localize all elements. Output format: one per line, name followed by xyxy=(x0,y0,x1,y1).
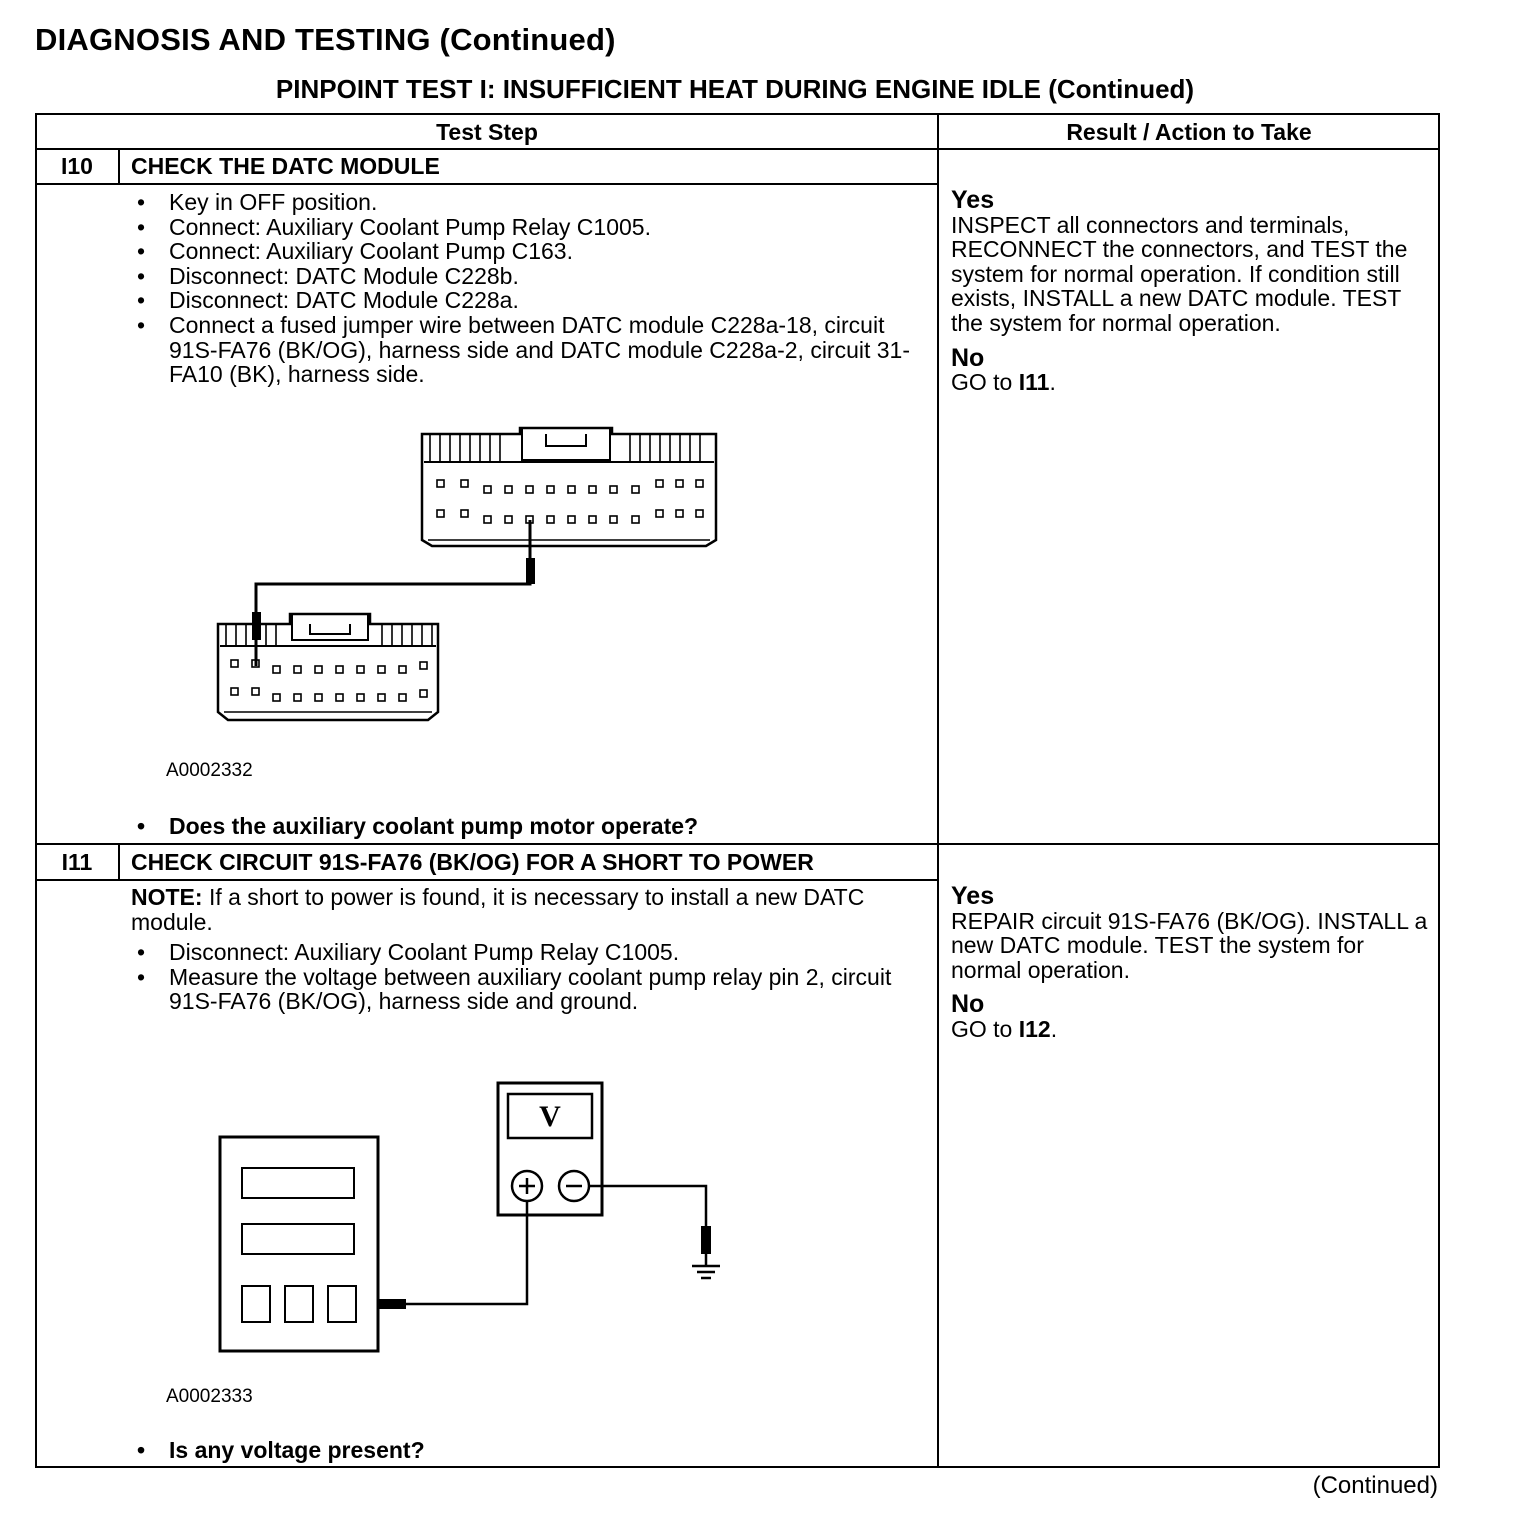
no-action: GO to I11. xyxy=(951,369,1056,396)
list-item: • Connect: Auxiliary Coolant Pump C163. xyxy=(131,239,921,264)
no-action: GO to I12. xyxy=(951,1015,1058,1042)
yes-action: REPAIR circuit 91S-FA76 (BK/OG). INSTALL a new DATC module. TEST the system for normal operation. xyxy=(951,907,1428,983)
list-item: • Does the auxiliary coolant pump motor operate? xyxy=(131,814,921,839)
list-item: • Disconnect: Auxiliary Coolant Pump Relay C1005. xyxy=(131,940,921,965)
step-id: I10 xyxy=(61,153,93,179)
step-heading: CHECK THE DATC MODULE xyxy=(131,153,440,179)
yes-label: Yes xyxy=(951,882,995,910)
page-title: DIAGNOSIS AND TESTING (Continued) xyxy=(35,22,616,57)
yes-action: INSPECT all connectors and terminals, RECONNECT the connectors, and TEST the system for normal operation. If condition still exists, INSTALL a new DATC module. TEST the system for normal operation. xyxy=(951,211,1408,336)
list-item: • Measure the voltage between auxiliary coolant pump relay pin 2, circuit 91S-FA76 (BK/OG), harness side and ground. xyxy=(131,965,921,1014)
step-id: I11 xyxy=(61,849,93,875)
no-label: No xyxy=(951,990,985,1019)
continued-label: (Continued) xyxy=(1312,1472,1438,1499)
figure-id: A0002332 xyxy=(166,760,253,781)
note-text: If a short to power is found, it is necessary to install a new DATC module. xyxy=(131,884,865,935)
list-item: • Is any voltage present? xyxy=(131,1438,921,1463)
column-header-test-step: Test Step xyxy=(436,119,538,145)
note-label: NOTE: xyxy=(131,884,203,910)
list-item: • Key in OFF position. xyxy=(131,190,921,215)
step-i11-question xyxy=(131,1438,921,1463)
figure-id: A0002333 xyxy=(166,1386,253,1407)
list-item: • Connect: Auxiliary Coolant Pump Relay C1005. xyxy=(131,215,921,240)
step-i11-result xyxy=(951,884,1431,1042)
pinpoint-test-title: PINPOINT TEST I: INSUFFICIENT HEAT DURING ENGINE IDLE (Continued) xyxy=(275,74,1195,104)
step-heading: CHECK CIRCUIT 91S-FA76 (BK/OG) FOR A SHORT TO POWER xyxy=(131,849,814,875)
list-item: • Disconnect: DATC Module C228a. xyxy=(131,288,921,313)
yes-label: Yes xyxy=(951,186,995,214)
list-item: • Connect a fused jumper wire between DATC module C228a-18, circuit 91S-FA76 (BK/OG), harness side and DATC module C228a-2, circuit 31-FA10 (BK), harness side. xyxy=(131,313,921,387)
goto-step-link: I11 xyxy=(1018,369,1050,396)
no-label: No xyxy=(951,343,985,372)
meter-display-label: V xyxy=(539,1100,561,1133)
goto-step-link: I12 xyxy=(1018,1015,1051,1042)
list-item: • Disconnect: DATC Module C228b. xyxy=(131,264,921,289)
column-header-result: Result / Action to Take xyxy=(1066,119,1312,145)
